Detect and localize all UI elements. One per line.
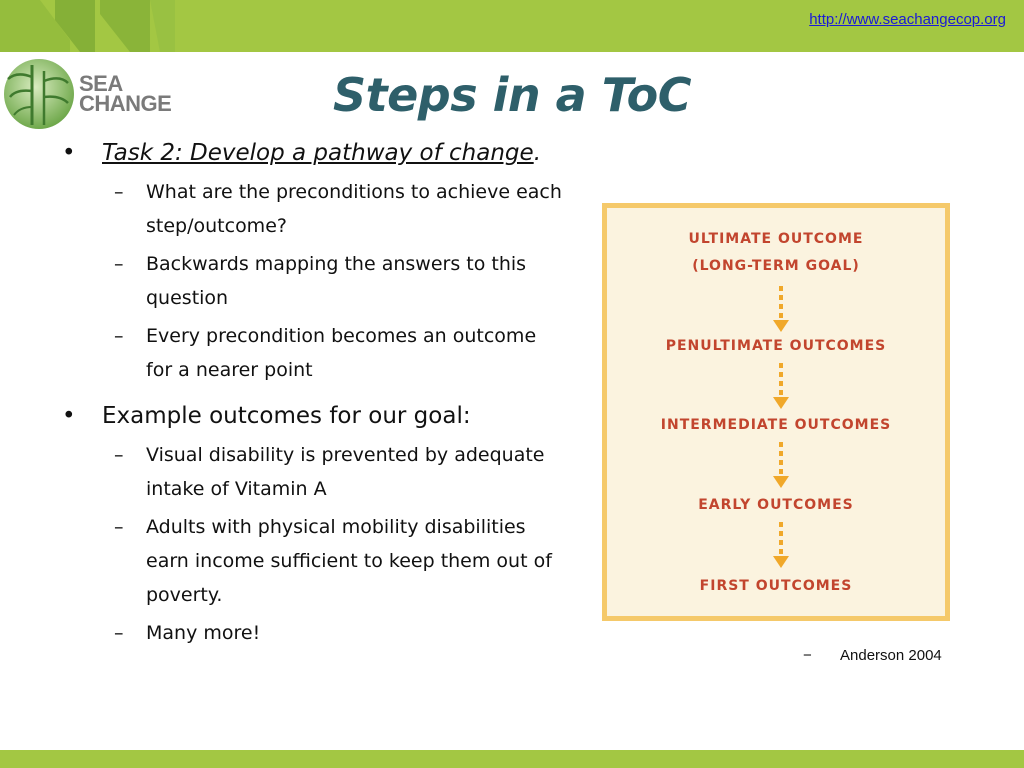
dash-icon: – xyxy=(114,325,124,347)
example-subpoint xyxy=(62,438,562,506)
task-subpoint xyxy=(62,319,562,387)
dash-icon: – xyxy=(114,181,124,203)
bullet-dot-icon: • xyxy=(62,403,76,429)
diagram-step-long-term: (LONG-TERM GOAL) xyxy=(692,258,860,274)
slide-title: Steps in a ToC xyxy=(332,68,692,122)
diagram-step-early: EARLY OUTCOMES xyxy=(698,497,854,513)
example-subpoint-text: Many more! xyxy=(146,622,261,644)
diagram-step-first: FIRST OUTCOMES xyxy=(699,578,853,594)
task-subpoint-text: Every precondition becomes an outcome for a nearer point xyxy=(146,325,537,381)
dashed-arrow-icon xyxy=(772,442,790,490)
task-subpoint-text: What are the preconditions to achieve each step/outcome? xyxy=(146,181,562,237)
dashed-arrow-icon xyxy=(772,522,790,570)
dash-icon: – xyxy=(114,622,124,644)
slide-content xyxy=(62,136,562,650)
top-band xyxy=(0,0,1024,52)
task-subpoint xyxy=(62,247,562,315)
example-subpoint-text: Visual disability is prevented by adequate intake of Vitamin A xyxy=(146,444,545,500)
dashed-arrow-icon xyxy=(772,286,790,334)
dash-icon: – xyxy=(114,444,124,466)
example-heading: Example outcomes for our goal: xyxy=(102,403,471,429)
dash-icon: – xyxy=(114,253,124,275)
task-bullet xyxy=(62,136,562,171)
citation-dash: − xyxy=(803,647,812,664)
diagram-step-ultimate: ULTIMATE OUTCOME xyxy=(688,231,864,247)
outcomes-diagram xyxy=(602,203,950,621)
dash-icon: – xyxy=(114,516,124,538)
example-bullet xyxy=(62,399,562,434)
task-subpoint-text: Backwards mapping the answers to this question xyxy=(146,253,527,309)
example-subpoint xyxy=(62,510,562,612)
task-subpoint xyxy=(62,175,562,243)
bullet-dot-icon: • xyxy=(62,140,76,166)
website-link[interactable]: http://www.seachangecop.org xyxy=(809,11,1006,28)
leaf-decoration-icon xyxy=(0,0,190,52)
diagram-step-intermediate: INTERMEDIATE OUTCOMES xyxy=(660,417,892,433)
task-heading: Task 2: Develop a pathway of change xyxy=(102,140,534,166)
example-subpoint-text: Adults with physical mobility disabilities earn income sufficient to keep them out of poverty. xyxy=(146,516,552,606)
logo-line-1: SEA xyxy=(79,71,123,96)
dashed-arrow-icon xyxy=(772,363,790,411)
logo-line-2: CHANGE xyxy=(79,91,172,116)
diagram-step-penultimate: PENULTIMATE OUTCOMES xyxy=(665,338,887,354)
citation xyxy=(803,647,942,664)
example-subpoint xyxy=(62,616,562,650)
bottom-band xyxy=(0,750,1024,768)
task-heading-suffix: . xyxy=(533,140,541,166)
citation-text: Anderson 2004 xyxy=(840,647,942,664)
